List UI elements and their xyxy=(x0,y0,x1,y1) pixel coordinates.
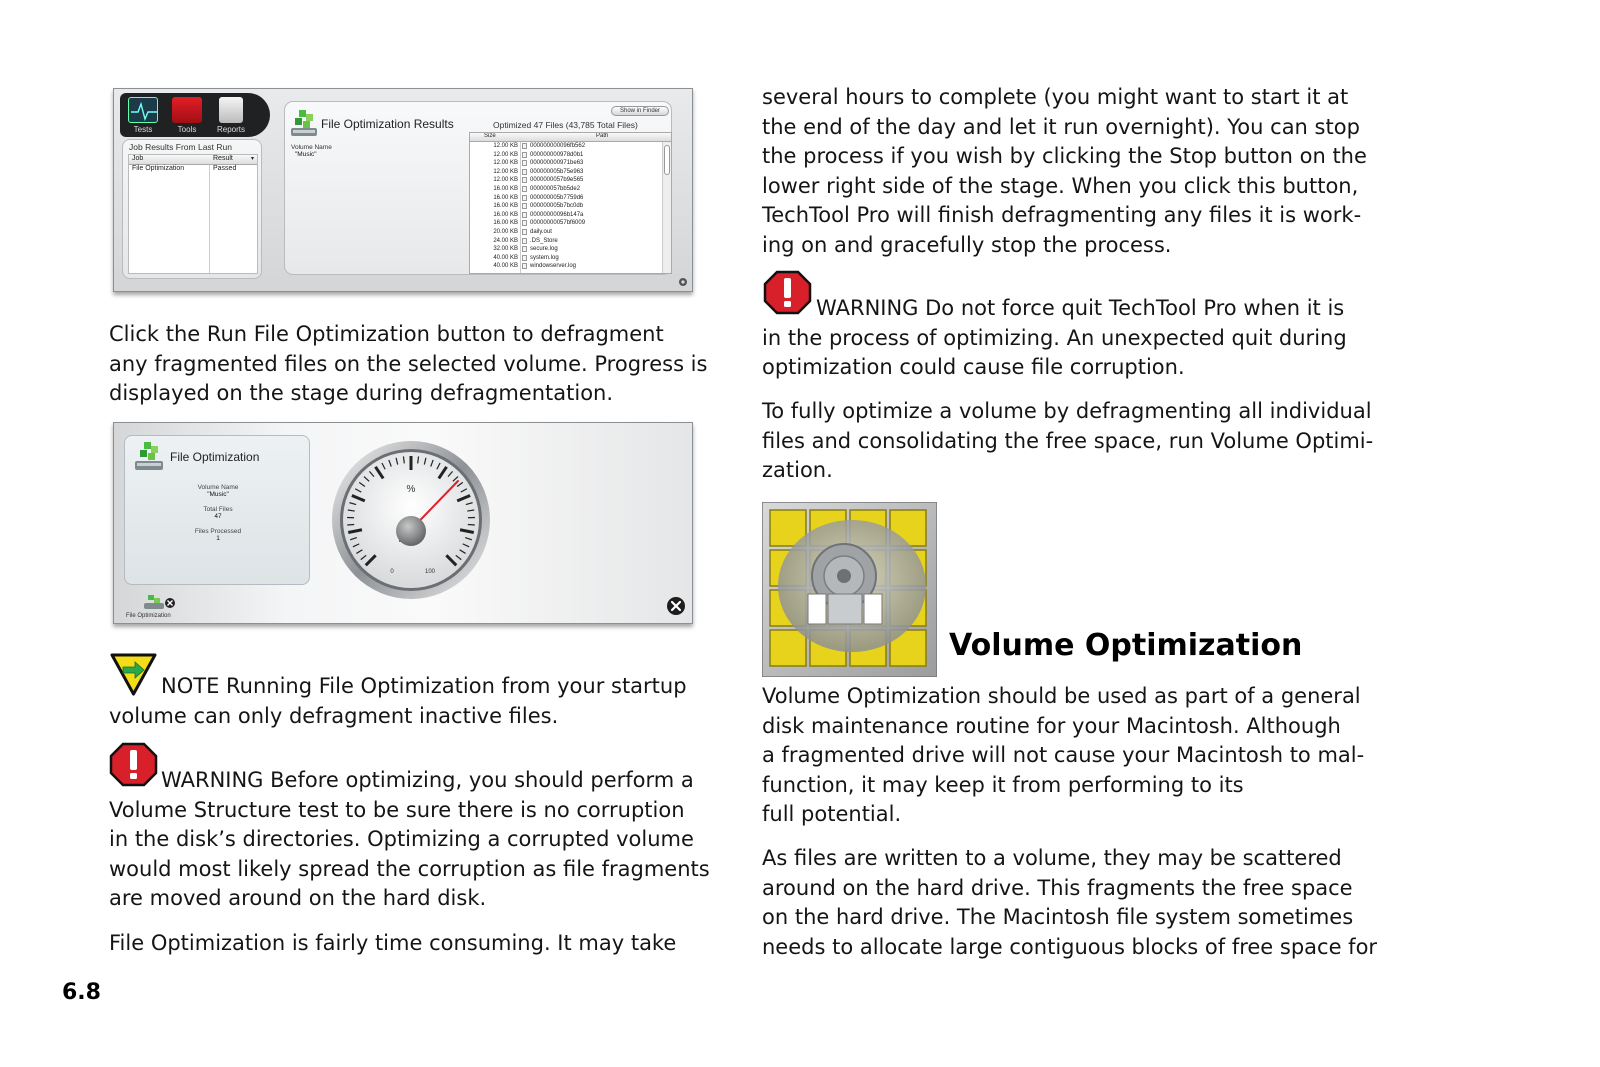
file-optimization-icon xyxy=(289,110,319,138)
section-heading: Volume Optimization xyxy=(949,628,1303,663)
text-line: lower right side of the stage. When you click this button, xyxy=(762,173,1359,198)
paragraph-volume-optimization xyxy=(762,682,1364,830)
panel-title: File Optimization xyxy=(170,450,260,464)
size-cell: 32.00 KB xyxy=(493,246,518,253)
size-cell: 16.00 KB xyxy=(493,211,518,218)
table-row[interactable] xyxy=(470,159,671,168)
file-icon xyxy=(522,229,527,235)
size-cell: 16.00 KB xyxy=(493,194,518,201)
file-icon xyxy=(522,160,527,166)
table-row[interactable] xyxy=(470,194,671,203)
table-row[interactable] xyxy=(470,228,671,237)
path-cell: 000000005b7bc0db xyxy=(530,203,584,210)
text-line: in the disk’s directories. Optimizing a corrupted volume xyxy=(109,827,694,851)
file-rows xyxy=(470,142,671,271)
field-label: Files Processed xyxy=(194,528,242,535)
file-optimization-label: File Optimization xyxy=(126,613,171,619)
job-header[interactable]: Job xyxy=(132,155,144,162)
gauge-min-label: 0 xyxy=(390,569,394,575)
results-title: File Optimization Results xyxy=(321,117,454,131)
text-line: function, it may keep it from performing to its xyxy=(762,772,1244,797)
paragraph-files-scattered xyxy=(762,844,1377,962)
file-icon xyxy=(522,177,527,183)
size-cell: 16.00 KB xyxy=(493,185,518,192)
size-cell: 20.00 KB xyxy=(493,228,518,235)
size-header[interactable]: Size xyxy=(484,133,496,139)
file-results-table xyxy=(469,132,672,274)
text-line: Volume Structure test to be sure there is no corruption xyxy=(109,797,685,822)
text-line: NOTE Running File Optimization from your startup xyxy=(161,674,687,698)
path-cell: 000000005b75e963 xyxy=(530,168,584,175)
text-line: the process if you wish by clicking the Stop button on the xyxy=(762,144,1367,168)
volume-name-value: "Music" xyxy=(295,151,317,158)
file-table-header xyxy=(470,133,671,142)
path-cell: 000000000096fb562 xyxy=(530,143,586,149)
file-icon xyxy=(522,238,527,244)
scrollbar[interactable] xyxy=(662,142,671,274)
grid-cell xyxy=(770,630,806,666)
path-cell: 000000057bb5de2 xyxy=(530,185,581,192)
text-line: would most likely spread the corruption as file fragments xyxy=(109,856,710,881)
paragraph-several-hours xyxy=(762,83,1367,260)
text-line: on the hard drive. The Macintosh file system sometimes xyxy=(762,905,1354,929)
text-line: optimization could cause file corruption. xyxy=(762,355,1185,379)
page-number: 6.8 xyxy=(62,980,101,1005)
file-icon xyxy=(522,246,527,252)
path-cell: 00000000057bf6009 xyxy=(530,220,586,227)
file-optimization-results-screenshot xyxy=(113,88,693,292)
field-value: 47 xyxy=(214,513,222,520)
sort-chevron-icon: ▾ xyxy=(250,156,254,162)
job-results-title: Job Results From Last Run xyxy=(129,142,232,152)
tests-tab[interactable] xyxy=(126,97,160,134)
path-cell: system.log xyxy=(530,254,559,261)
tools-label: Tools xyxy=(177,125,197,134)
gauge-tick xyxy=(468,524,475,525)
field-value: "Music" xyxy=(207,491,229,498)
file-icon xyxy=(522,195,527,201)
scroll-thumb[interactable] xyxy=(664,145,670,175)
size-cell: 40.00 KB xyxy=(493,263,518,270)
gauge-hub xyxy=(396,516,426,546)
gauge-max-label: 100 xyxy=(424,569,436,575)
text-line: File Optimization is fairly time consuming. It may take xyxy=(109,931,677,955)
text-line: Click the Run File Optimization button to defragment xyxy=(109,322,664,346)
job-table-header xyxy=(129,155,257,165)
table-row[interactable] xyxy=(470,219,671,228)
field-value: 1 xyxy=(216,535,220,542)
text-line: WARNING Do not force quit TechTool Pro when it is xyxy=(816,296,1345,320)
size-cell: 12.00 KB xyxy=(493,143,518,149)
tools-tab[interactable] xyxy=(170,97,204,134)
text-line: TechTool Pro will finish defragmenting any files it is work- xyxy=(762,203,1362,227)
path-cell: windowserver.log xyxy=(530,263,577,270)
file-optimization-small-icon xyxy=(144,593,184,613)
results-panel xyxy=(284,101,672,275)
text-line: ing on and gracefully stop the process. xyxy=(762,232,1172,257)
progress-gauge xyxy=(330,439,492,601)
field-label: Volume Name xyxy=(197,484,239,491)
show-in-finder-button[interactable]: Show in Finder xyxy=(611,106,669,116)
text-line: needs to allocate large contiguous blocks of free space for xyxy=(762,934,1378,959)
gauge-tick xyxy=(418,456,419,463)
file-optimization-progress-screenshot xyxy=(113,422,693,624)
size-cell: 40.00 KB xyxy=(493,254,518,261)
path-header[interactable]: Path xyxy=(596,133,609,139)
toolbar xyxy=(120,93,270,137)
note-paragraph xyxy=(109,672,687,731)
table-row[interactable] xyxy=(470,245,671,254)
table-row[interactable] xyxy=(470,176,671,185)
reports-label: Reports xyxy=(216,125,245,134)
table-row[interactable] xyxy=(470,202,671,211)
file-icon xyxy=(522,152,527,158)
paragraph-run-file-optimization xyxy=(109,320,707,409)
volume-optimization-icon xyxy=(762,502,937,677)
table-row[interactable] xyxy=(470,262,671,271)
table-row[interactable] xyxy=(470,237,671,246)
table-row[interactable] xyxy=(129,165,257,175)
text-line: in the process of optimizing. An unexpected quit during xyxy=(762,325,1347,350)
size-cell: 12.00 KB xyxy=(493,177,518,184)
size-cell: 12.00 KB xyxy=(493,151,518,158)
field-label: Total Files xyxy=(203,506,233,513)
text-line: displayed on the stage during defragmentation. xyxy=(109,381,614,405)
path-cell: daily.out xyxy=(530,228,552,235)
job-results-table xyxy=(128,154,258,274)
text-line: are moved around on the hard disk. xyxy=(109,886,487,910)
size-cell: 12.00 KB xyxy=(493,160,518,167)
reports-icon xyxy=(219,97,243,123)
gauge-unit: % xyxy=(406,484,416,495)
text-line: zation. xyxy=(762,458,833,482)
warning-paragraph xyxy=(109,766,710,914)
text-line: any fragmented files on the selected volume. Progress is xyxy=(109,351,708,376)
file-icon xyxy=(522,255,527,261)
text-line: To fully optimize a volume by defragmenting all individual xyxy=(762,399,1372,423)
file-icon xyxy=(522,220,527,226)
file-icon xyxy=(522,169,527,175)
table-row[interactable] xyxy=(470,151,671,160)
path-cell: 000000000971be63 xyxy=(530,160,584,167)
job-cell: File Optimization xyxy=(132,165,185,172)
text-line: disk maintenance routine for your Macintosh. Although xyxy=(762,713,1341,738)
reports-tab[interactable] xyxy=(214,97,248,134)
results-summary: Optimized 47 Files (43,785 Total Files) xyxy=(493,120,638,130)
table-row[interactable] xyxy=(470,211,671,220)
text-line: several hours to complete (you might want to start it at xyxy=(762,85,1349,109)
file-optimization-icon xyxy=(133,442,165,472)
paragraph-time-consuming xyxy=(109,929,676,959)
text-line: WARNING Before optimizing, you should perform a xyxy=(161,768,694,792)
size-cell: 16.00 KB xyxy=(493,220,518,227)
result-header[interactable]: Result xyxy=(213,155,233,162)
text-line: the end of the day and let it run overnight). You can stop xyxy=(762,114,1360,139)
table-row[interactable] xyxy=(470,254,671,263)
volume-name-label: Volume Name xyxy=(291,144,332,151)
text-line: volume can only defragment inactive files. xyxy=(109,703,559,728)
file-icon xyxy=(522,212,527,218)
tests-icon xyxy=(128,97,158,123)
toolbox-icon xyxy=(172,97,202,123)
result-cell: Passed xyxy=(213,165,237,172)
path-cell: 00000000096b147a xyxy=(530,211,584,218)
path-cell: 000000005b7759d6 xyxy=(530,194,584,201)
path-cell: .DS_Store xyxy=(530,237,558,244)
paragraph-fully-optimize xyxy=(762,397,1373,486)
file-icon xyxy=(522,203,527,209)
text-line: files and consolidating the free space, run Volume Optimi- xyxy=(762,428,1374,453)
text-line: full potential. xyxy=(762,802,902,826)
path-cell: 000000000978d0b1 xyxy=(530,151,584,158)
size-cell: 12.00 KB xyxy=(493,168,518,175)
warning-force-quit-paragraph xyxy=(762,294,1347,383)
file-optimization-panel xyxy=(124,435,310,585)
size-cell: 16.00 KB xyxy=(493,203,518,210)
table-row[interactable] xyxy=(470,185,671,194)
file-icon xyxy=(522,143,527,149)
tests-label: Tests xyxy=(133,125,153,134)
size-cell: 24.00 KB xyxy=(493,237,518,244)
gear-icon[interactable] xyxy=(678,277,688,287)
text-line: around on the hard drive. This fragments the free space xyxy=(762,875,1353,900)
file-icon xyxy=(522,263,527,269)
job-results-panel xyxy=(122,139,262,279)
text-line: Volume Optimization should be used as part of a general xyxy=(762,684,1361,708)
table-row[interactable] xyxy=(470,142,671,151)
file-icon xyxy=(522,186,527,192)
path-cell: secure.log xyxy=(530,246,558,253)
text-line: As files are written to a volume, they may be scattered xyxy=(762,846,1342,870)
path-cell: 0000000057b9e565 xyxy=(530,177,584,184)
stop-button[interactable] xyxy=(666,596,686,616)
gauge-tick xyxy=(347,524,354,525)
gauge-tick xyxy=(403,456,404,463)
table-row[interactable] xyxy=(470,168,671,177)
text-line: a fragmented drive will not cause your Macintosh to mal- xyxy=(762,743,1365,767)
